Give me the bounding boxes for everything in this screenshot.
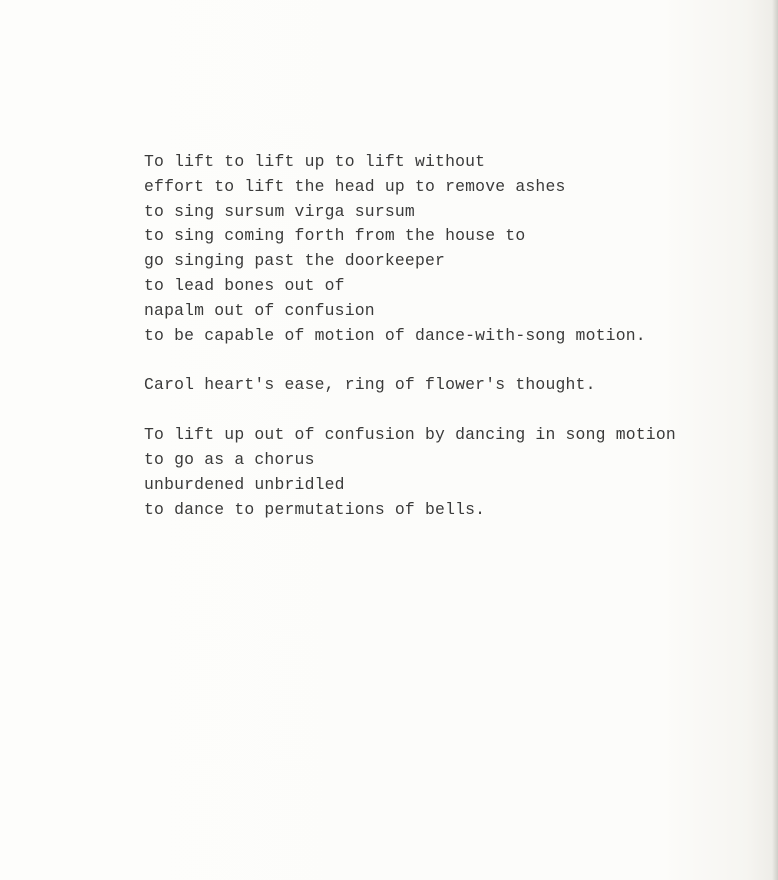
poem-line: effort to lift the head up to remove ashes	[144, 176, 566, 196]
poem-line: to be capable of motion of dance-with-song motion.	[144, 325, 646, 345]
page-edge-shadow	[772, 0, 778, 880]
poem-line: Carol heart's ease, ring of flower's thought.	[144, 375, 596, 395]
poem-line: unburdened unbridled	[144, 474, 345, 494]
poem-line: to go as a chorus	[144, 449, 315, 469]
poem-line: to sing sursum virga sursum	[144, 201, 415, 221]
poem-line: go singing past the doorkeeper	[144, 251, 446, 271]
poem-line: To lift to lift up to lift without	[144, 152, 486, 171]
poem	[144, 150, 764, 522]
poem-line: to lead bones out of	[144, 275, 345, 295]
poem-line: to sing coming forth from the house to	[144, 226, 526, 246]
poem-line: to dance to permutations of bells.	[144, 499, 486, 519]
poem-line: To lift up out of confusion by dancing in song motion	[144, 425, 676, 445]
stanza-1	[144, 150, 764, 348]
stanza-2	[144, 373, 764, 398]
stanza-3	[144, 423, 764, 522]
poem-line: napalm out of confusion	[144, 300, 375, 320]
